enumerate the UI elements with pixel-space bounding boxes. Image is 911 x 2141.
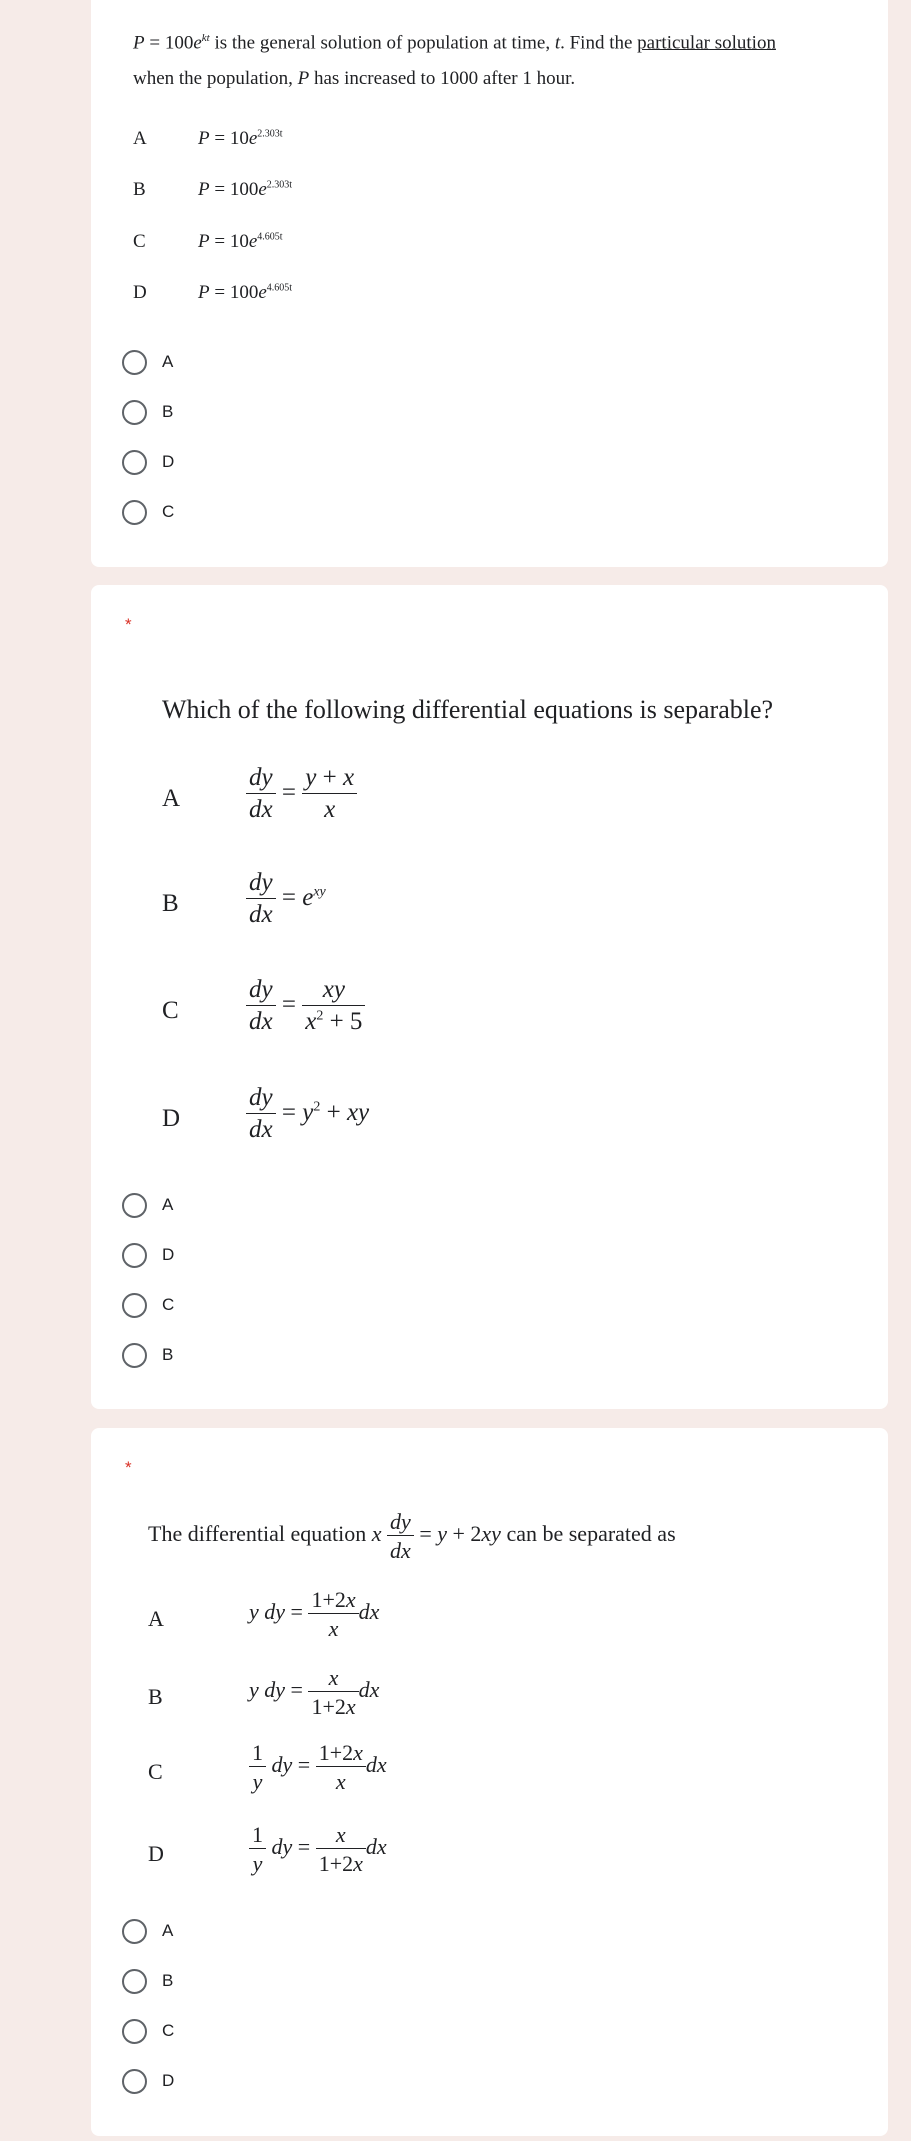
- radio-label: D: [162, 1245, 175, 1264]
- radio-label: D: [162, 452, 175, 471]
- question-3-text: The differential equation x $\frac{dy}{dx}$ = y + 2xy can be separated as: [148, 1509, 676, 1564]
- q1-option-letter-c: C: [133, 231, 146, 252]
- q1-option-letter-a: A: [133, 128, 147, 149]
- radio-label: B: [162, 1971, 174, 1990]
- q3-radio-option-3[interactable]: [122, 2016, 174, 2046]
- q3-option-letter-c: C: [148, 1759, 163, 1784]
- radio-circle-icon[interactable]: [122, 1293, 147, 1318]
- q1-option-c-equation: $P = 10e^{4.605t}$: [198, 231, 283, 252]
- q2-option-letter-d: D: [162, 1105, 181, 1132]
- q1-option-letter-b: B: [133, 179, 146, 200]
- radio-circle-icon[interactable]: [122, 350, 147, 375]
- q2-radio-option-1[interactable]: [122, 1190, 173, 1220]
- q3-option-letter-b: B: [148, 1684, 163, 1709]
- radio-label: B: [162, 1345, 174, 1364]
- radio-circle-icon[interactable]: [122, 1969, 147, 1994]
- q3-option-d-equation: $\frac{1}{y}$ dy = $\frac{x}{1+2x}$ dx: [249, 1823, 387, 1875]
- q1-radio-option-1[interactable]: [122, 347, 173, 377]
- question-1-line-2-b: has increased to 1000 after 1 hour.: [314, 68, 576, 89]
- radio-label: A: [162, 1921, 174, 1940]
- question-card-1: [91, 0, 888, 567]
- q2-option-c-equation: $\frac{dy}{dx}$ = $\frac{xy}{x^2 + 5}$: [246, 977, 365, 1036]
- q2-radio-option-2[interactable]: [122, 1240, 174, 1270]
- radio-circle-icon[interactable]: [122, 1243, 147, 1268]
- radio-label: A: [162, 1195, 174, 1214]
- question-1-text-a: is the general solution of population at time,: [214, 32, 551, 54]
- radio-circle-icon[interactable]: [122, 1919, 147, 1944]
- q3-option-letter-d: D: [148, 1841, 164, 1866]
- q2-option-letter-b: B: [162, 890, 179, 917]
- q2-radio-option-4[interactable]: [122, 1340, 173, 1370]
- question-1-underlined: particular solution: [637, 32, 776, 54]
- question-1-line-2: when the population, P has increased to 1000 after 1 hour.: [133, 68, 576, 89]
- radio-label: D: [162, 2071, 175, 2090]
- q2-option-d-equation: $\frac{dy}{dx}$ = $y^2$ + xy: [246, 1085, 369, 1144]
- radio-label: C: [162, 2021, 175, 2040]
- question-2-text: Which of the following differential equations is separable?: [162, 695, 774, 724]
- q1-radio-option-4[interactable]: [122, 497, 174, 527]
- q3-radio-option-1[interactable]: [122, 1916, 173, 1946]
- required-asterisk: *: [125, 615, 132, 634]
- question-1-line-1: $P = 100e^{kt}$ is the general solution of population at time, t. Find the particular solution: [133, 32, 776, 54]
- radio-circle-icon[interactable]: [122, 500, 147, 525]
- question-1-line-2-a: when the population,: [133, 68, 293, 89]
- question-card-3: [91, 1428, 888, 2136]
- radio-label: B: [162, 402, 174, 421]
- q2-option-b-equation: $\frac{dy}{dx}$ = $e^{xy}$: [246, 870, 326, 929]
- q1-option-d-equation: $P = 100e^{4.605t}$: [198, 282, 293, 303]
- radio-circle-icon[interactable]: [122, 2019, 147, 2044]
- radio-circle-icon[interactable]: [122, 400, 147, 425]
- q1-radio-option-3[interactable]: [122, 447, 174, 477]
- radio-circle-icon[interactable]: [122, 450, 147, 475]
- q3-radio-option-2[interactable]: [122, 1966, 173, 1996]
- radio-label: A: [162, 352, 174, 371]
- q1-radio-option-2[interactable]: [122, 397, 173, 427]
- q1-option-a-equation: $P = 10e^{2.303t}$: [198, 128, 283, 149]
- q1-option-letter-d: D: [133, 282, 147, 303]
- q2-option-a-equation: $\frac{dy}{dx}$ = $\frac{y + x}{x}$: [246, 765, 357, 824]
- radio-circle-icon[interactable]: [122, 2069, 147, 2094]
- q3-option-b-equation: y dy = $\frac{x}{1+2x}$ dx: [249, 1665, 380, 1720]
- q3-option-c-equation: $\frac{1}{y}$ dy = $\frac{1+2x}{x}$ dx: [249, 1741, 387, 1793]
- q2-radio-option-3[interactable]: [122, 1290, 174, 1320]
- q3-option-a-equation: y dy = $\frac{1+2x}{x}$ dx: [249, 1587, 380, 1642]
- radio-label: C: [162, 502, 175, 521]
- q1-option-b-equation: $P = 100e^{2.303t}$: [198, 179, 293, 200]
- q3-radio-option-4[interactable]: [122, 2066, 174, 2096]
- question-card-2: [91, 585, 888, 1409]
- required-asterisk: *: [125, 1458, 132, 1477]
- radio-circle-icon[interactable]: [122, 1343, 147, 1368]
- question-3-text-b: can be separated as: [506, 1521, 676, 1547]
- question-3-text-a: The differential equation: [148, 1521, 367, 1547]
- q2-option-letter-a: A: [162, 785, 181, 812]
- q3-option-letter-a: A: [148, 1606, 164, 1631]
- question-1-text-b: . Find the: [560, 32, 633, 54]
- radio-label: C: [162, 1295, 175, 1314]
- q2-option-letter-c: C: [162, 997, 179, 1024]
- radio-circle-icon[interactable]: [122, 1193, 147, 1218]
